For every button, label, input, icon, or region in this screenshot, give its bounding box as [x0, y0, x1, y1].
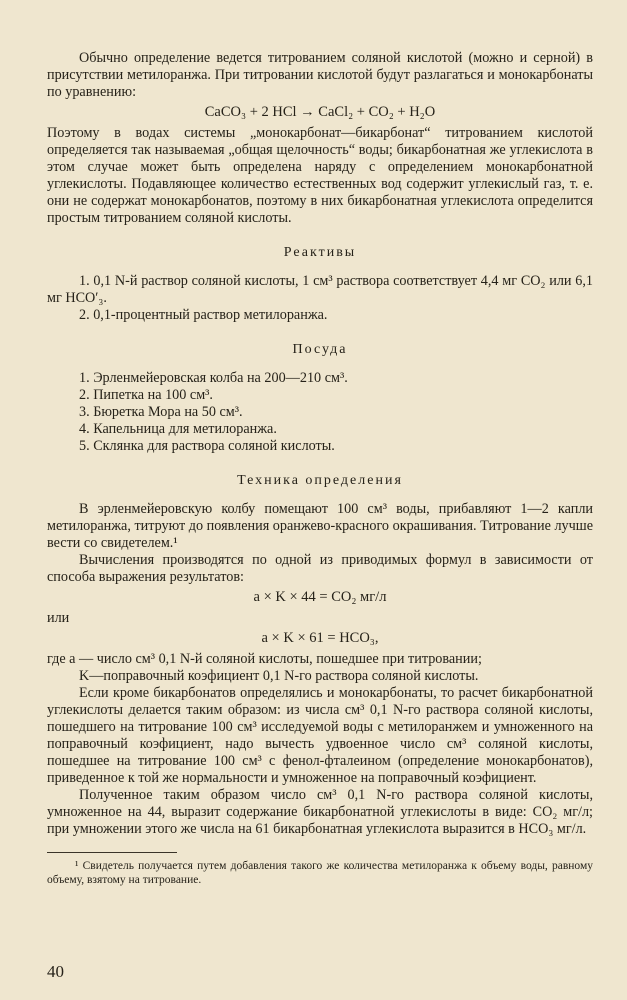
reagent-item: 1. 0,1 N-й раствор соляной кислоты, 1 см³ раствора соответствует 4,4 мг CO₂ или 6,1 мг HCO′₃.: [47, 273, 593, 306]
formula-hco3: a × K × 61 = HCO₃,: [261, 630, 379, 646]
paragraph-total-alkalinity: Поэтому в водах системы „монокарбонат—бикарбонат“ титрованием кислотой определяется так называемая „общая щелочность“ воды; бикарбонатная же углекислота в этом случае может быть определена наряду с определением монокарбонатной углекислоты. Подавляющее количество естественных вод содержит углекислый газ, т. е. они не содержат монокарбонатов, поэтому в них бикарбонатная углекислота определится простым титрованием соляной кислоты.: [47, 125, 593, 226]
glassware-heading: Посуда: [292, 342, 348, 357]
glassware-item: 4. Капельница для метилоранжа.: [79, 421, 277, 437]
glassware-list: [47, 370, 593, 455]
page-number: 40: [47, 962, 64, 981]
glassware-item: 2. Пипетка на 100 см³.: [79, 387, 213, 403]
or-label: или: [47, 610, 70, 626]
reaction-equation: CaCO₃ + 2 HCl → CaCl₂ + CO₂ + H₂O: [204, 104, 436, 120]
footnote: ¹ Свидетель получается путем добавления такого же количества метилоранжа к объему воды, равному объему, взятому на титрование.: [47, 860, 593, 886]
technique-paragraph: В эрленмейеровскую колбу помещают 100 см³ воды, прибавляют 1—2 капли метилоранжа, титруют до появления оранжево-красного окрашивания. Титрование лучше вести со свидетелем.¹: [47, 501, 593, 551]
bicarbonate-calculation-paragraph: Если кроме бикарбонатов определялись и монокарбонаты, то расчет бикарбонатной углекислоты делается таким образом: из числа см³ 0,1 N-го раствора соляной кислоты, пошедшего на титрование 100 см³ исследуемой воды с метилоранжем и умноженного на поправочный коэфициент, надо вычесть удвоенное число см³ соляной кислоты, пошедшее на титрование 100 см³ с фенол-фталеином (определение монокарбонатов), приведенное к той же нормальности и умноженное на поправочный коэфициент.: [47, 685, 593, 786]
glassware-item: 1. Эрленмейеровская колба на 200—210 см³.: [79, 370, 348, 386]
formula-co2: a × K × 44 = CO₂ мг/л: [253, 589, 387, 605]
intro-paragraph: Обычно определение ведется титрованием соляной кислотой (можно и серной) в присутствии метилоранжа. При титровании кислотой будут разлагаться и монокарбонаты по уравнению:: [47, 50, 593, 100]
glassware-item: 5. Склянка для раствора соляной кислоты.: [79, 438, 335, 454]
definition-k: K—поправочный коэфициент 0,1 N-го раствора соляной кислоты.: [79, 668, 479, 684]
footnote-divider: [47, 852, 177, 853]
definition-a: где a — число см³ 0,1 N-й соляной кислоты, пошедшее при титровании;: [47, 651, 482, 667]
reagents-list: [47, 273, 593, 324]
glassware-item: 3. Бюретка Мора на 50 см³.: [79, 404, 243, 420]
technique-heading: Техника определения: [237, 473, 403, 488]
reagents-heading: Реактивы: [283, 245, 357, 260]
reagent-item: 2. 0,1-процентный раствор метилоранжа.: [79, 307, 328, 323]
result-paragraph: Полученное таким образом число см³ 0,1 N-го раствора соляной кислоты, умноженное на 44, выразит содержание бикарбонатной углекислоты в виде: CO₂ мг/л; при умножении этого же числа на 61 бикарбонатная углекислота выразится в HCO₃ мг/л.: [47, 787, 593, 837]
calculation-paragraph: Вычисления производятся по одной из приводимых формул в зависимости от способа выражения результатов:: [47, 552, 593, 585]
